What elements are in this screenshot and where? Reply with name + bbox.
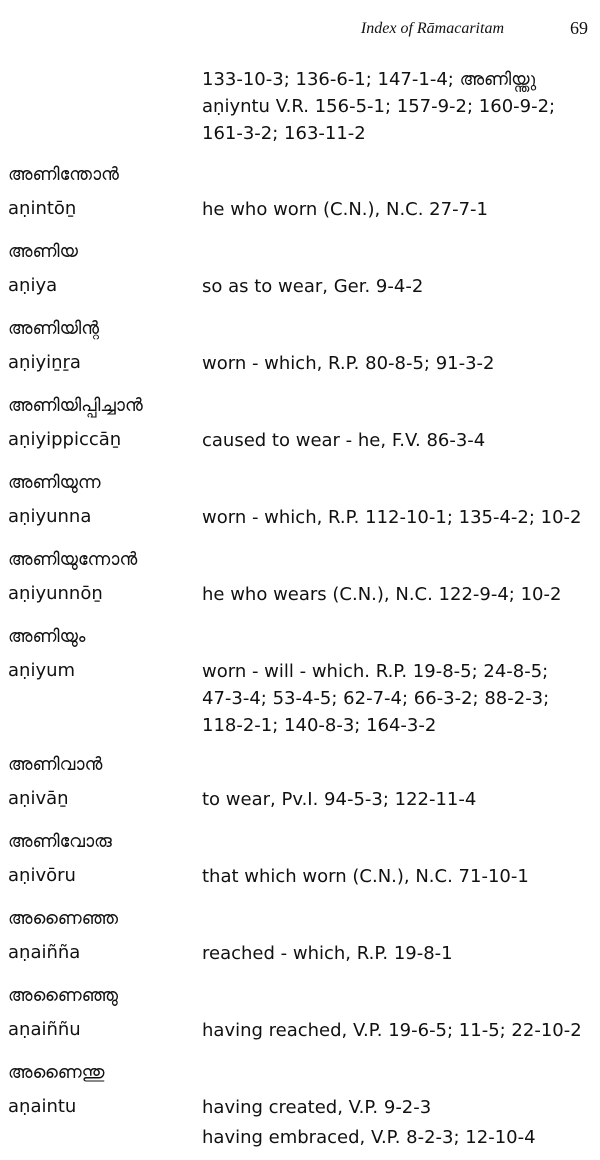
entry-line <box>0 500 600 534</box>
malayalam-headword: അണിയും <box>8 626 86 647</box>
index-content <box>0 66 600 1160</box>
gloss <box>202 500 588 534</box>
transliteration: aṇaiñña <box>8 942 81 963</box>
gloss-line: 118-2-1; 140-8-3; 164-3-2 <box>202 715 437 736</box>
malayalam-headword: അണിയിപ്പിച്ചാൻ <box>8 395 143 416</box>
gloss-line: to wear, Pv.I. 94-5-3; 122-11-4 <box>202 789 477 810</box>
entry-line <box>0 859 600 893</box>
transliteration: aṇintōṉ <box>8 198 77 219</box>
gloss-line: worn - will - which. R.P. 19-8-5; 24-8-5; <box>202 661 549 682</box>
continuation-line: 161-3-2; 163-11-2 <box>202 123 366 144</box>
malayalam-headword: അണൈഞ്ഞു <box>8 985 118 1006</box>
gloss <box>202 782 588 816</box>
entry-line <box>0 782 600 816</box>
entry-line <box>0 192 600 226</box>
gloss <box>202 423 588 457</box>
index-entry <box>0 235 600 303</box>
entry-line <box>0 577 600 611</box>
gloss-line: worn - which, R.P. 80-8-5; 91-3-2 <box>202 353 495 374</box>
gloss-extra-line: having embraced, V.P. 8-2-3; 12-10-4 <box>202 1127 536 1148</box>
transliteration: aṇiyiṉṟa <box>8 352 81 373</box>
gloss <box>202 936 588 970</box>
index-entry <box>0 825 600 893</box>
gloss <box>202 577 588 611</box>
gloss-line: he who worn (C.N.), N.C. 27-7-1 <box>202 199 488 220</box>
gloss <box>202 654 588 739</box>
index-entry <box>0 543 600 611</box>
entry-line <box>0 1013 600 1047</box>
index-entry <box>0 312 600 380</box>
gloss-line: worn - which, R.P. 112-10-1; 135-4-2; 10-2 <box>202 507 582 528</box>
transliteration: aṇiyunnōṉ <box>8 583 103 604</box>
malayalam-headword: അണിയിന്റ <box>8 318 100 339</box>
gloss <box>202 1090 588 1124</box>
gloss <box>202 346 588 380</box>
page-number: 69 <box>570 18 588 38</box>
transliteration: aṇiyunna <box>8 506 92 527</box>
gloss <box>202 859 588 893</box>
index-entry <box>0 158 600 226</box>
gloss-line: having created, V.P. 9-2-3 <box>202 1097 432 1118</box>
transliteration: aṇivāṉ <box>8 788 69 809</box>
index-entry <box>0 979 600 1047</box>
entry-line <box>0 423 600 457</box>
entry-line <box>0 1090 600 1124</box>
malayalam-headword: അണിയുന്നോൻ <box>8 549 138 570</box>
malayalam-headword: അണിയുന്ന <box>8 472 101 493</box>
entry-line <box>0 654 600 739</box>
transliteration: aṇiya <box>8 275 58 296</box>
index-entry <box>0 389 600 457</box>
transliteration: aṇiyum <box>8 660 76 681</box>
continuation-line: 133-10-3; 136-6-1; 147-1-4; അണിയ്ന്തു <box>202 69 537 90</box>
index-entry <box>0 748 600 816</box>
entry-line <box>0 269 600 303</box>
index-entry <box>0 1056 600 1151</box>
malayalam-headword: അണിയ <box>8 241 78 262</box>
gloss-line: caused to wear - he, F.V. 86-3-4 <box>202 430 486 451</box>
malayalam-headword: അണിവോരു <box>8 831 112 852</box>
malayalam-headword: അണൈന്തു <box>8 1062 105 1083</box>
gloss-line: that which worn (C.N.), N.C. 71-10-1 <box>202 866 529 887</box>
index-entry <box>0 620 600 739</box>
transliteration: aṇaintu <box>8 1096 77 1117</box>
continuation-line: aṇiyntu V.R. 156-5-1; 157-9-2; 160-9-2; <box>202 96 556 117</box>
index-entry <box>0 466 600 534</box>
running-header <box>0 20 600 44</box>
malayalam-headword: അണിവാൻ <box>8 754 103 775</box>
entry-line <box>0 346 600 380</box>
header-title: Index of Rāmacaritam <box>360 20 504 37</box>
gloss-line: he who wears (C.N.), N.C. 122-9-4; 10-2 <box>202 584 562 605</box>
transliteration: aṇaiññu <box>8 1019 81 1040</box>
gloss <box>202 269 588 303</box>
malayalam-headword: അണൈഞ്ഞ <box>8 908 118 929</box>
entry-line <box>0 936 600 970</box>
gloss-line: so as to wear, Ger. 9-4-2 <box>202 276 424 297</box>
gloss-line: having reached, V.P. 19-6-5; 11-5; 22-10-2 <box>202 1020 582 1041</box>
gloss-line: reached - which, R.P. 19-8-1 <box>202 943 453 964</box>
gloss-line: 47-3-4; 53-4-5; 62-7-4; 66-3-2; 88-2-3; <box>202 688 550 709</box>
continuation-block <box>0 66 600 147</box>
malayalam-headword: അണിന്തോൻ <box>8 164 119 185</box>
gloss <box>202 1013 588 1047</box>
index-entry <box>0 902 600 970</box>
transliteration: aṇiyippiccāṉ <box>8 429 122 450</box>
gloss <box>202 192 588 226</box>
transliteration: aṇivōru <box>8 865 76 886</box>
